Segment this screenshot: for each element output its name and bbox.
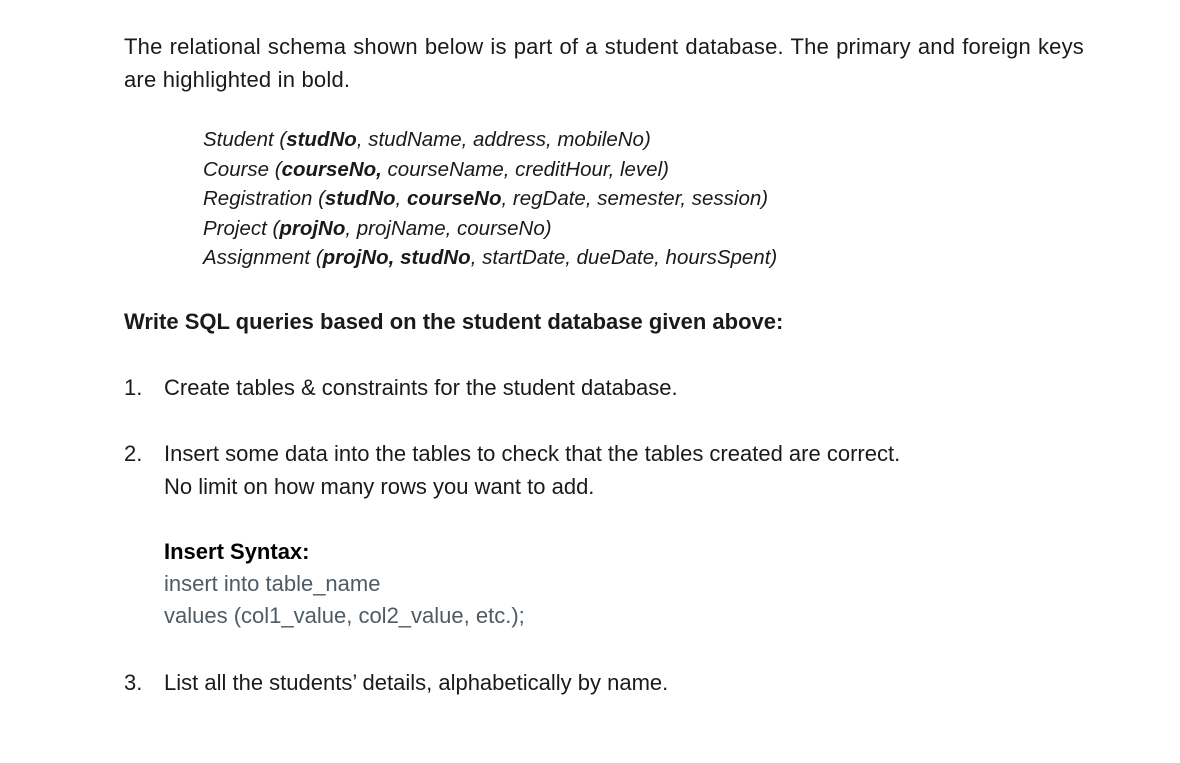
- schema-key: projNo: [279, 216, 346, 240]
- section-heading: Write SQL queries based on the student database given above:: [124, 308, 784, 334]
- schema-attributes: , studName, address, mobileNo): [356, 128, 651, 151]
- question-text-continued: No limit on how many rows you want to add.: [164, 473, 595, 499]
- question-number: 3.: [124, 669, 143, 695]
- intro-paragraph: The relational schema shown below is part of a student database. The primary and foreign keys are highlighted in bold.: [124, 34, 1084, 92]
- schema-key: courseNo,: [281, 157, 382, 181]
- schema-table-name: Project (: [203, 216, 280, 240]
- document-page: [124, 30, 1084, 699]
- schema-table-name: Registration (: [203, 187, 325, 210]
- schema-assignment: [203, 243, 1084, 273]
- question-text: Insert some data into the tables to check that the tables created are correct.: [164, 440, 901, 466]
- question-1: [124, 371, 1084, 404]
- schema-key: projNo, studNo: [322, 246, 471, 269]
- question-text: Create tables & constraints for the student database.: [164, 374, 678, 400]
- syntax-label: Insert Syntax:: [164, 538, 310, 564]
- schema-key: studNo: [286, 128, 357, 151]
- schema-attributes: , startDate, dueDate, hoursSpent): [470, 246, 778, 269]
- schema-separator: ,: [395, 187, 407, 210]
- question-number: 1.: [124, 374, 143, 400]
- syntax-line-1: insert into table_name: [164, 570, 381, 596]
- schema-key: courseNo: [406, 187, 502, 210]
- schema-registration: [203, 184, 1084, 214]
- insert-syntax-block: [124, 536, 1084, 632]
- question-text: List all the students’ details, alphabetically by name.: [164, 669, 669, 695]
- relational-schema: [203, 125, 1084, 273]
- schema-attributes: , projName, courseNo): [345, 216, 552, 240]
- schema-table-name: Student (: [203, 128, 287, 151]
- question-number: 2.: [124, 440, 143, 466]
- schema-table-name: Assignment (: [203, 246, 323, 269]
- schema-project: [203, 214, 1084, 244]
- schema-table-name: Course (: [203, 157, 282, 181]
- question-3: [124, 666, 1084, 699]
- schema-course: [203, 155, 1084, 185]
- schema-key: studNo: [324, 187, 396, 210]
- schema-student: [203, 125, 1084, 155]
- schema-attributes: , regDate, semester, session): [501, 187, 769, 210]
- syntax-line-2: values (col1_value, col2_value, etc.);: [164, 602, 525, 628]
- schema-attributes: courseName, creditHour, level): [381, 157, 669, 181]
- question-2: [124, 437, 1084, 503]
